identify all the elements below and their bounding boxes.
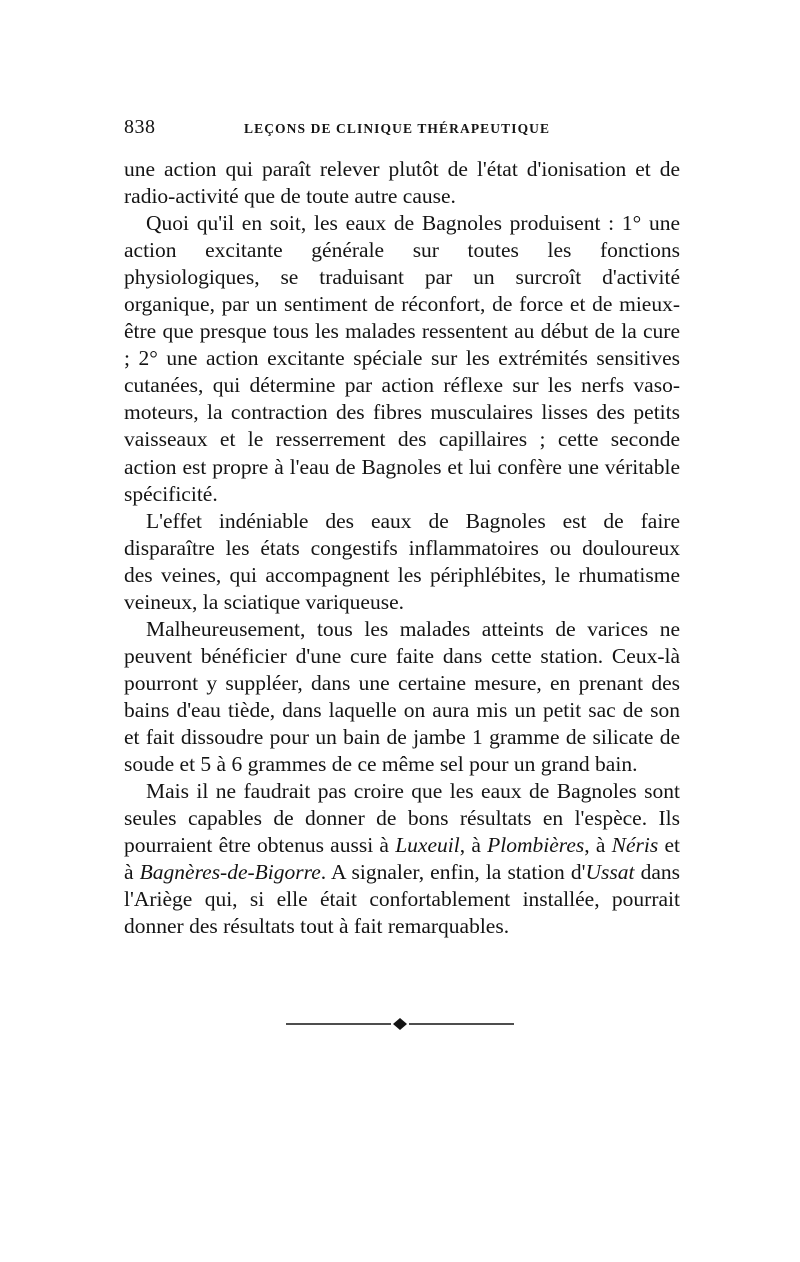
text-segment: dans l'Ariège qui, si elle était confortablement installée, pourrait donner des résultats tout à fait remarquables. [124,860,680,939]
text-segment: , à [459,833,488,858]
text-segment: . A signaler, enfin, la station d' [320,860,586,885]
paragraph-other-stations [124,778,680,940]
diamond-rule-icon [286,1016,514,1032]
place-name-luxeuil: Luxeuil [395,833,460,858]
page-header [124,116,680,142]
text-segment: Mais il ne faudrait pas croire que les eaux de Bagnoles sont seules capables de donner de bons résultats en l'espèce. Ils pourraient être obtenus aussi à [124,779,680,858]
paragraph-home-treatment: Malheureusement, tous les malades atteints de varices ne peuvent bénéficier d'une cure faite dans cette station. Ceux-là pourront y suppléer, dans une certaine mesure, en prenant des bains d'eau tiède, dans laquelle on aura mis un petit sac de son et fait dissoudre pour un bain de jambe 1 gramme de silicate de soude et 5 à 6 grammes de ce même sel pour un grand bain. [124,616,680,777]
text-segment: , à [584,833,612,858]
paragraph-veins: L'effet indéniable des eaux de Bagnoles est de faire disparaître les états congestifs inflammatoires ou douloureux des veines, qui accompagnent les périphlébites, le rhumatisme veineux, la sciatique variqueuse. [124,508,680,614]
running-title: LEÇONS DE CLINIQUE THÉRAPEUTIQUE [244,121,551,136]
text-segment: et à [124,833,681,885]
place-name-bagneres-de-bigorre: Bagnères-de-Bigorre [139,860,321,885]
paragraph-bagnoles-effects: Quoi qu'il en soit, les eaux de Bagnoles produisent : 1° une action excitante générale sur toutes les fonctions physiologiques, se traduisant par un surcroît d'activité organique, par un sentiment de réconfort, de force et de mieux-être que presque tous les malades ressentent au début de la cure ; 2° une action excitante spéciale sur les extrémités sensitives cutanées, qui détermine par action réflexe sur les nerfs vaso-moteurs, la contraction des fibres musculaires lisses des petits vaisseaux et le resserrement des capillaires ; cette seconde action est propre à l'eau de Bagnoles et lui confère une véritable spécificité. [124,211,680,506]
place-name-neris: Néris [611,833,659,858]
paragraph-continuation: une action qui paraît relever plutôt de l'état d'ionisation et de radio-activité que de toute autre cause. [124,157,680,209]
place-name-plombieres: Plombières [487,833,585,858]
place-name-ussat: Ussat [585,860,635,885]
page-number: 838 [124,116,156,138]
body-text [124,156,680,940]
